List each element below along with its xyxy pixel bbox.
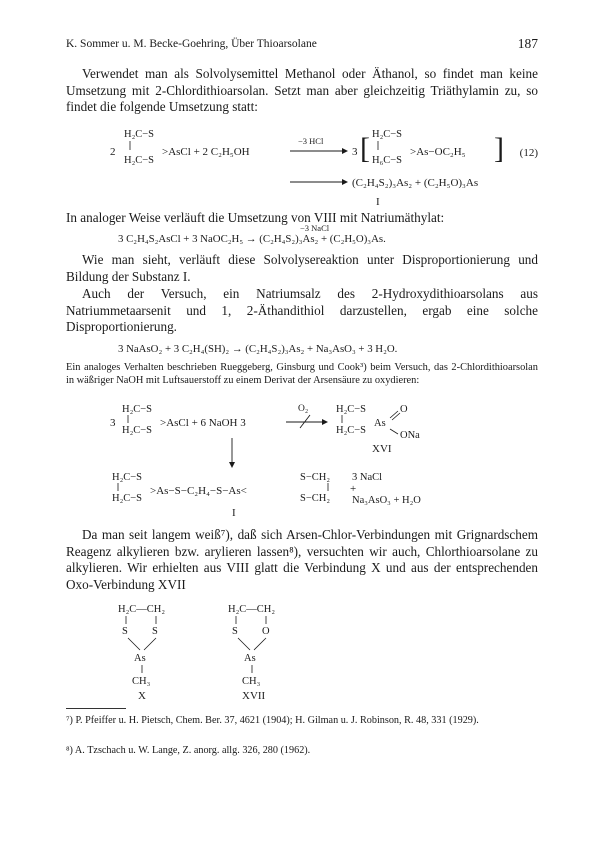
- structures-x-xvii-figure: [118, 600, 338, 702]
- x-ch3: CH₃: [132, 676, 151, 687]
- oxid-h2c-s-bottom: H₂C−S: [122, 425, 153, 436]
- x-h2c-ch2: H₂C—CH₂: [118, 604, 165, 615]
- oxid-h2c-s-top: H₂C−S: [122, 404, 153, 415]
- oxid-label-xvi: XVI: [372, 443, 392, 455]
- oxid-bottom-s-ch2-top: S−CH₂: [300, 472, 331, 483]
- running-header: [66, 38, 538, 50]
- oxid-bottom-s-ch2-bottom: S−CH₂: [300, 493, 331, 504]
- oxid-bottom-nacl: 3 NaCl: [352, 472, 383, 483]
- x-s-right: S: [152, 626, 158, 637]
- oxid-ascl-naoh: >AsCl + 6 NaOH 3: [160, 417, 246, 429]
- eq12-bracket-right: ]: [494, 132, 504, 165]
- paragraph-natriumaethylat: In analoger Weise verläuft die Umsetzung von VIII mit Natriumäthylat:: [66, 210, 445, 225]
- xvii-o: O: [262, 626, 270, 637]
- paragraph-rueggeberg: Ein analoges Verhalten beschrieben Rueggeberg, Ginsburg und Cook³) beim Versuch, das 2-Chlordithioarsolan in wäßriger NaOH mit Luftsauerstoff zu einem Derivat der Arsensäure zu oxydieren:: [66, 362, 538, 387]
- paragraph-disproportionierung: Wie man sieht, verläuft diese Solvolysereaktion unter Disproportionierung und Bildung der Substanz I.: [66, 252, 538, 284]
- equation-natriumaethylat: 3 C₂H₄S₂AsCl + 3 NaOC₂H₅ → (C₂H₄S₂)₃As₂ + (C₂H₅O)₃As.: [118, 233, 386, 245]
- eq12-coef-left: 2: [110, 146, 116, 158]
- oxid-xvi-h2c-s-top: H₂C−S: [336, 404, 367, 415]
- page-number: 187: [517, 36, 538, 51]
- oxid-bottom-label-I: I: [232, 507, 236, 519]
- xvii-s: S: [232, 626, 238, 637]
- x-s-left: S: [122, 626, 128, 637]
- oxid-xvi-o: O: [400, 404, 408, 415]
- x-as: As: [134, 653, 146, 664]
- equation-arsenit: 3 NaAsO₂ + 3 C₂H₄(SH)₂ → (C₂H₄S₂)₃As₂ + Na₃AsO₃ + 3 H₂O.: [118, 343, 398, 355]
- xvii-label: XVII: [242, 690, 266, 702]
- oxidation-scheme-figure: [110, 402, 550, 522]
- oxid-xvi-as: As: [374, 418, 386, 429]
- eq12-second-product: (C₂H₄S₂)₃As₂ + (C₂H₅O)₃As: [352, 177, 479, 189]
- footnote-8: ⁸) A. Tzschach u. W. Lange, Z. anorg. allg. 326, 280 (1962).: [66, 745, 311, 756]
- paragraph-natriumsalz: Auch der Versuch, ein Natriumsalz des 2-Hydroxydithioarsolans aus Natriummetaarsenit und 1, 2-Äthandithiol darzustellen, ergab eine solche Disproportionierung.: [66, 286, 538, 335]
- eq12-h2c-s-top: H₂C−S: [124, 129, 155, 140]
- oxid-bottom-middle: >As−S−C₂H₄−S−As<: [150, 485, 247, 497]
- eq12-bracket-left: [: [360, 132, 370, 165]
- eq12-over-arrow: −3 HCl: [298, 136, 324, 146]
- equation-number-12: (12): [519, 147, 538, 159]
- eq12-h2c-s-bottom: H₂C−S: [124, 155, 155, 166]
- xvii-as: As: [244, 653, 256, 664]
- oxid-xvi-ona: ONa: [400, 430, 420, 441]
- oxid-bottom-na3aso3: Na₃AsO₃ + H₂O: [352, 495, 421, 506]
- paragraph-grignard: Da man seit langem weiß⁷), daß sich Arsen-Chlor-Verbindungen mit Grignardschem Reagenz alkylieren bzw. arylieren lassen⁸), versuchten wir auch, Chlorthioarsolane zu alkylieren. Wir erhielten aus VIII glatt die Verbindung X und aus der entsprechenden Oxo-Verbindung XVII: [66, 527, 538, 592]
- oxid-xvi-h2c-s-bottom: H₂C−S: [336, 425, 367, 436]
- oxid-bottom-h2c-s-top: H₂C−S: [112, 472, 143, 483]
- xvii-ch3: CH₃: [242, 676, 261, 687]
- xvii-h2c-ch2: H₂C—CH₂: [228, 604, 275, 615]
- eq12-product: >As−OC₂H₅: [410, 146, 466, 158]
- eq12-h2c-s-right: H₂C−S: [372, 129, 403, 140]
- running-head-title: K. Sommer u. M. Becke-Goehring, Über Thioarsolane: [66, 38, 317, 50]
- oxid-bottom-plus: +: [350, 483, 357, 495]
- eq12-h6c-s: H₆C−S: [372, 155, 403, 166]
- x-label: X: [138, 690, 146, 702]
- oxid-coef: 3: [110, 417, 116, 429]
- eq12-ascl: >AsCl + 2 C₂H₅OH: [162, 146, 250, 158]
- eq12-coef-right: 3: [352, 146, 358, 158]
- paragraph-solvolysis-methanol: Verwendet man als Solvolysemittel Methanol oder Äthanol, so findet man keine Umsetzung mit 2-Chlordithioarsolan. Setzt man aber gleichzeitig Triäthylamin zu, so findet die folgende Umsetzung statt:: [66, 66, 538, 115]
- oxid-o2: O₂: [298, 404, 309, 414]
- equation-12-figure: [110, 120, 550, 216]
- oxid-bottom-h2c-s-bottom: H₂C−S: [112, 493, 143, 504]
- footnote-7: ⁷) P. Pfeiffer u. H. Pietsch, Chem. Ber. 37, 4621 (1904); H. Gilman u. J. Robinson, R. 48, 331 (1929).: [66, 715, 479, 726]
- footnote-rule: [66, 708, 126, 709]
- eq12-label-I: I: [376, 196, 380, 208]
- equation-natriumaethylat-over: −3 NaCl: [300, 223, 330, 233]
